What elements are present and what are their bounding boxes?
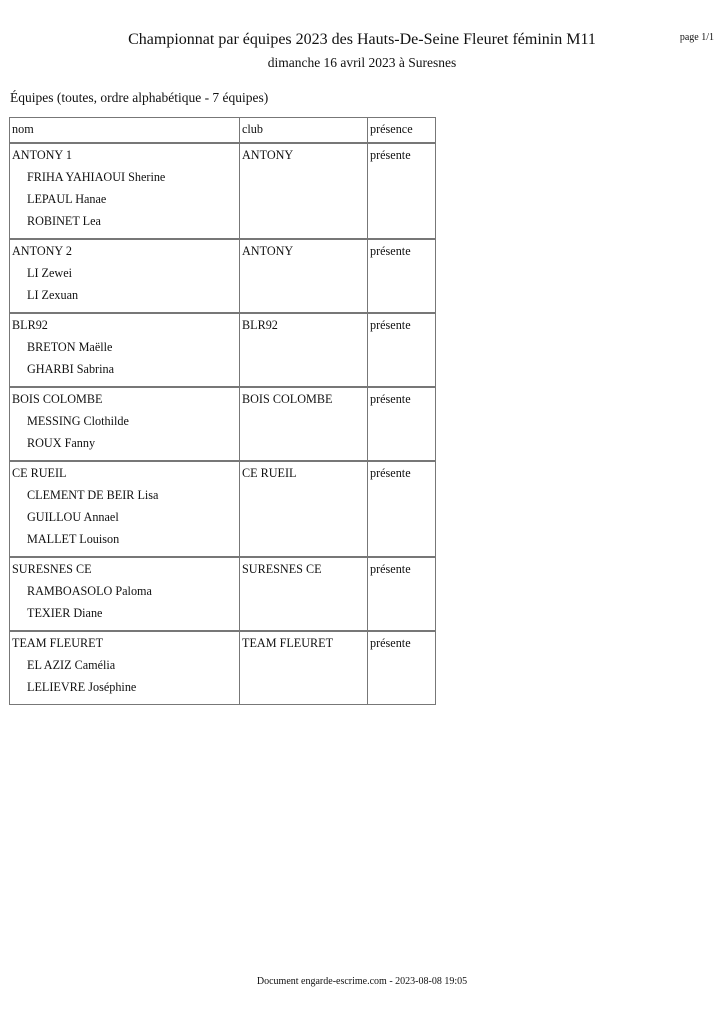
column-header-nom: nom xyxy=(10,118,240,144)
team-name-cell xyxy=(10,313,240,387)
team-member: TEXIER Diane xyxy=(27,606,103,620)
presence-cell xyxy=(368,557,436,631)
presence-cell xyxy=(368,143,436,239)
document-subtitle: dimanche 16 avril 2023 à Suresnes xyxy=(267,55,457,70)
club-cell xyxy=(240,313,368,387)
section-title: Équipes (toutes, ordre alphabétique - 7 équipes) xyxy=(10,90,269,105)
column-header-club: club xyxy=(240,118,368,144)
column-header-presence: présence xyxy=(368,118,436,144)
presence-status: présente xyxy=(370,392,411,406)
table-header-row xyxy=(10,118,436,144)
club-name: BOIS COLOMBE xyxy=(242,392,333,406)
team-row xyxy=(10,387,436,461)
club-cell xyxy=(240,631,368,705)
team-name: ANTONY 2 xyxy=(12,244,72,258)
club-name: SURESNES CE xyxy=(242,562,322,576)
team-name-cell xyxy=(10,557,240,631)
team-name-cell xyxy=(10,631,240,705)
team-member: ROUX Fanny xyxy=(27,436,96,450)
club-name: TEAM FLEURET xyxy=(242,636,334,650)
team-member: LI Zexuan xyxy=(27,288,79,302)
team-name-cell xyxy=(10,143,240,239)
team-member: GUILLOU Annael xyxy=(27,510,119,524)
club-cell xyxy=(240,239,368,313)
team-name: ANTONY 1 xyxy=(12,148,72,162)
team-row xyxy=(10,143,436,239)
club-name: BLR92 xyxy=(242,318,278,332)
team-row xyxy=(10,239,436,313)
team-member: FRIHA YAHIAOUI Sherine xyxy=(27,170,166,184)
presence-status: présente xyxy=(370,466,411,480)
team-row xyxy=(10,461,436,557)
teams-table-body xyxy=(10,143,436,705)
team-member: LI Zewei xyxy=(27,266,73,280)
club-cell xyxy=(240,557,368,631)
team-member: MALLET Louison xyxy=(27,532,120,546)
presence-status: présente xyxy=(370,318,411,332)
team-name: SURESNES CE xyxy=(12,562,92,576)
team-name-cell xyxy=(10,461,240,557)
presence-cell xyxy=(368,313,436,387)
team-name: BOIS COLOMBE xyxy=(12,392,103,406)
team-name-cell xyxy=(10,387,240,461)
presence-status: présente xyxy=(370,636,411,650)
team-member: GHARBI Sabrina xyxy=(27,362,114,376)
team-member: RAMBOASOLO Paloma xyxy=(27,584,152,598)
presence-status: présente xyxy=(370,244,411,258)
club-cell xyxy=(240,461,368,557)
page-number: page 1/1 xyxy=(679,32,714,43)
team-member: BRETON Maëlle xyxy=(27,340,113,354)
team-row xyxy=(10,631,436,705)
club-name: ANTONY xyxy=(242,244,294,258)
team-row xyxy=(10,557,436,631)
club-cell xyxy=(240,387,368,461)
presence-cell xyxy=(368,239,436,313)
team-member: CLEMENT DE BEIR Lisa xyxy=(27,488,159,502)
team-row xyxy=(10,313,436,387)
team-member: LELIEVRE Joséphine xyxy=(27,680,137,694)
presence-cell xyxy=(368,461,436,557)
team-name: TEAM FLEURET xyxy=(12,636,104,650)
presence-status: présente xyxy=(370,562,411,576)
team-name: BLR92 xyxy=(12,318,48,332)
presence-cell xyxy=(368,387,436,461)
presence-cell xyxy=(368,631,436,705)
presence-status: présente xyxy=(370,148,411,162)
team-name-cell xyxy=(10,239,240,313)
club-cell xyxy=(240,143,368,239)
club-name: CE RUEIL xyxy=(242,466,297,480)
team-member: MESSING Clothilde xyxy=(27,414,129,428)
team-name: CE RUEIL xyxy=(12,466,67,480)
team-member: LEPAUL Hanae xyxy=(27,192,107,206)
document-title: Championnat par équipes 2023 des Hauts-De-Seine Fleuret féminin M11 xyxy=(128,31,596,48)
teams-table xyxy=(9,117,436,705)
team-member: EL AZIZ Camélia xyxy=(27,658,116,672)
document-footer: Document engarde-escrime.com - 2023-08-08 19:05 xyxy=(256,976,468,987)
team-member: ROBINET Lea xyxy=(27,214,101,228)
club-name: ANTONY xyxy=(242,148,294,162)
